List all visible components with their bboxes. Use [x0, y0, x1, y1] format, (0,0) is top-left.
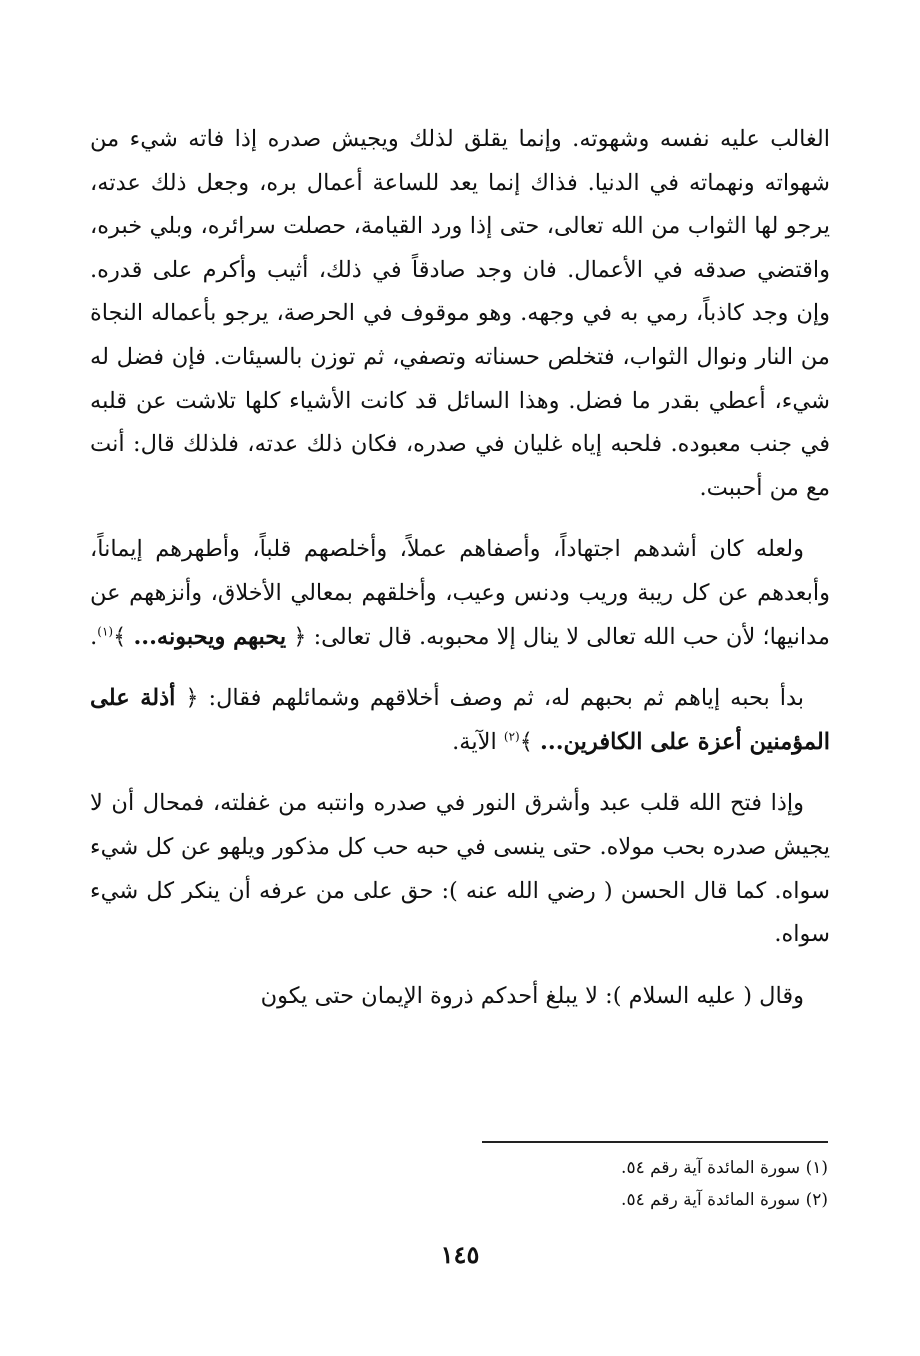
paragraph-3	[90, 677, 830, 764]
paragraph-4-text: وإذا فتح الله قلب عبد وأشرق النور في صدره وانتبه من غفلته، فمحال أن لا يجيش صدره بحب مولاه. حتى ينسى في حبه حب كل مذكور ويلهو عن كل شيء سواه. كما قال الحسن ( رضي الله عنه ): حق على من عرفه أن ينكر كل شيء سواه.	[90, 790, 830, 948]
footnotes	[88, 1152, 828, 1216]
body-text	[90, 118, 830, 1036]
ornate-bracket-close-icon: ﴾	[113, 623, 127, 650]
quran-verse-2: أذلة على المؤمنين أعزة على الكافرين...	[90, 685, 830, 755]
paragraph-2-lead: قال تعالى:	[313, 623, 412, 650]
page-number: ١٤٥	[440, 1240, 480, 1269]
footnote-2: (٢) سورة المائدة آية رقم ٥٤.	[621, 1190, 828, 1210]
paragraph-2-text: ولعله كان أشدهم اجتهاداً، وأصفاهم عملاً، وأخلصهم قلباً، وأطهرهم إيماناً، وأبعدهم عن كل ريبة وريب ودنس وعيب، وأخلقهم بمعالي الأخلاق، وأنزههم عن مدانيها؛ لأن حب الله تعالى لا ينال إلا محبوبه.	[90, 536, 830, 650]
footnote-1: (١) سورة المائدة آية رقم ٥٤.	[621, 1158, 828, 1178]
paragraph-1-text: الغالب عليه نفسه وشهوته. وإنما يقلق لذلك ويجيش صدره إذا فاته شيء من شهواته ونهماته في الدنيا. فذاك إنما يعد للساعة أعمال بره، وجعل ذلك عدته، يرجو لها الثواب من الله تعالى، حتى إذا ورد القيامة، حصلت سرائره، وبلي خبره، واقتضي صدقه في الأعمال. فان وجد صادقاً في ذلك، أثيب وأكرم على قدره. وإن وجد كاذباً، رمي به في وجهه. وهو موقوف في الحرصة، يرجو بأعماله النجاة من النار ونوال الثواب، فتخلص حسناته وتصفي، ثم توزن بالسيئات. فإن فضل له شيء، أعطي بقدر ما فضل. وهذا السائل قد كانت الأشياء كلها تلاشت عن قلبه في جنب معبوده. فلحبه إياه غليان في صدره، فكان ذلك عدته، فلذلك قال: أنت مع من أحببت.	[90, 126, 830, 501]
paragraph-5	[90, 975, 830, 1019]
ornate-bracket-close-icon: ﴾	[519, 728, 533, 755]
paragraph-1	[90, 118, 830, 510]
footnote-ref-1: (١)	[97, 624, 114, 639]
footnote-ref-2: (٢)	[503, 729, 520, 744]
quran-verse-1: يحبهم ويحبونه...	[133, 623, 287, 650]
paragraph-3-end: الآية.	[452, 728, 497, 755]
paragraph-3-text: بدأ بحبه إياهم ثم بحبهم له، ثم وصف أخلاقهم وشمائلهم فقال:	[208, 685, 805, 712]
paragraph-4	[90, 782, 830, 956]
ornate-bracket-open-icon: ﴿	[185, 685, 199, 712]
ornate-bracket-open-icon: ﴿	[293, 623, 307, 650]
paragraph-2	[90, 528, 830, 659]
footnote-divider	[482, 1141, 828, 1143]
paragraph-2-end: .	[90, 623, 98, 650]
paragraph-5-text: وقال ( عليه السلام ): لا يبلغ أحدكم ذروة الإيمان حتى يكون	[260, 982, 804, 1009]
